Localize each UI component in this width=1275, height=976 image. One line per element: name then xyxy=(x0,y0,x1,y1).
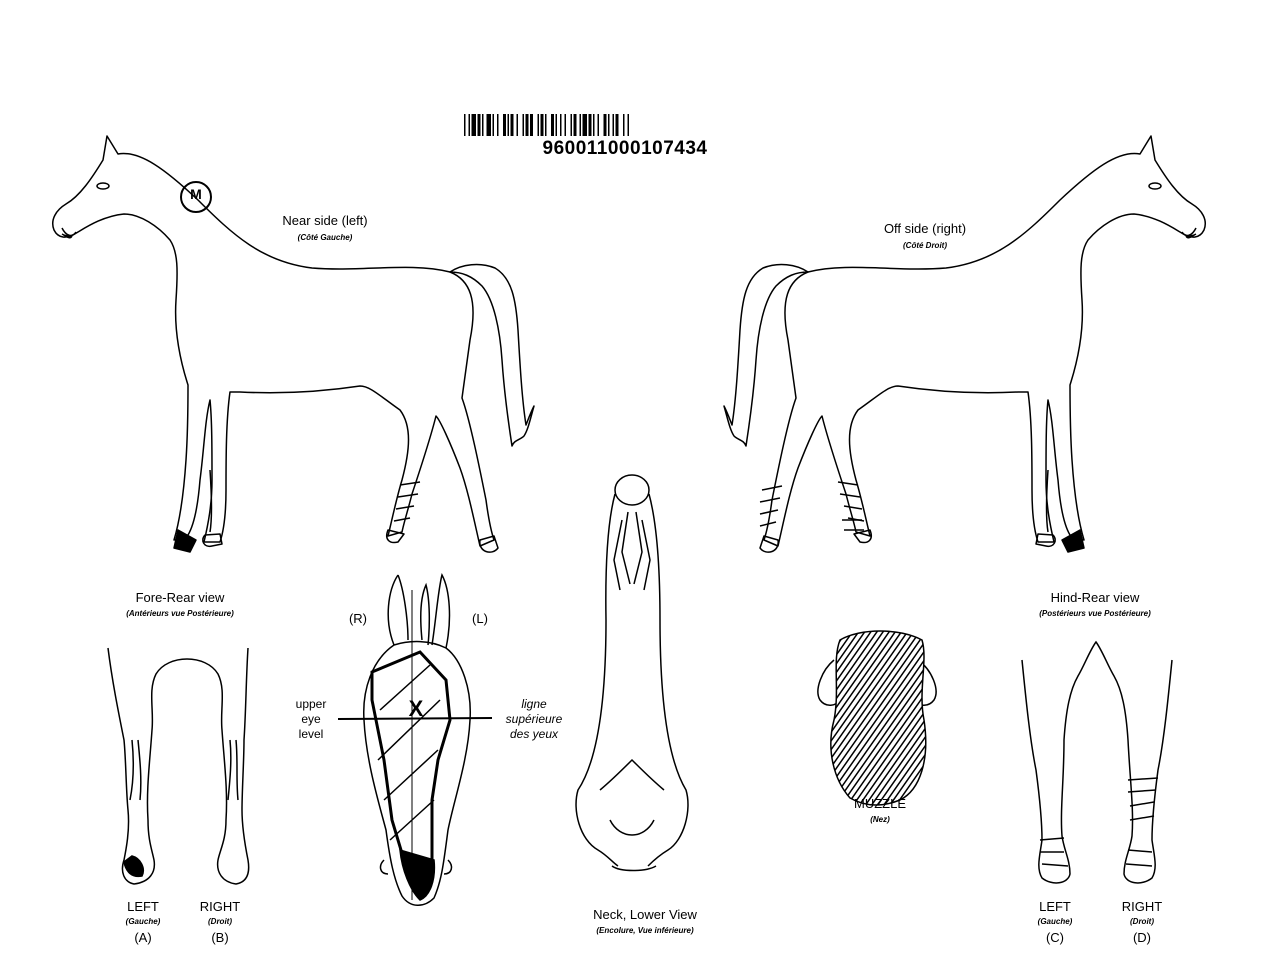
barcode-bar xyxy=(493,114,495,136)
off-side-title: Off side (right) xyxy=(883,221,967,236)
barcode-bar xyxy=(608,114,610,136)
barcode-bar xyxy=(616,114,619,136)
muzzle-subtitle: (Nez) xyxy=(870,815,890,824)
barcode xyxy=(464,114,629,136)
barcode-bar xyxy=(482,114,484,136)
barcode-bar xyxy=(478,114,481,136)
fore-left-sub: (Gauche) xyxy=(125,917,161,926)
muzzle-drawing xyxy=(818,631,936,805)
barcode-bar xyxy=(511,114,514,136)
barcode-bar xyxy=(530,114,533,136)
upper-eye-level-1: upper xyxy=(295,697,327,711)
eye-line-fr-2: supérieure xyxy=(505,712,563,726)
barcode-bar xyxy=(538,114,540,136)
head-mark-x: X xyxy=(408,696,424,721)
off-side-horse xyxy=(724,136,1205,552)
barcode-bar xyxy=(593,114,595,136)
barcode-bar xyxy=(580,114,582,136)
barcode-bar xyxy=(523,114,525,136)
fore-right-letter: (B) xyxy=(211,930,229,945)
hind-rear-legs xyxy=(1022,642,1172,883)
hind-right-label: RIGHT xyxy=(1121,899,1163,914)
near-side-title: Near side (left) xyxy=(282,213,368,228)
off-side-subtitle: (Côté Droit) xyxy=(903,241,947,250)
neck-subtitle: (Encolure, Vue inférieure) xyxy=(596,926,694,935)
barcode-bar xyxy=(464,114,466,136)
barcode-bar xyxy=(604,114,607,136)
barcode-number: 960011000107434 xyxy=(542,138,708,159)
barcode-bar xyxy=(508,114,510,136)
barcode-bar xyxy=(503,114,506,136)
barcode-bar xyxy=(517,114,519,136)
barcode-bar xyxy=(571,114,573,136)
barcode-bar xyxy=(583,114,588,136)
barcode-bar xyxy=(487,114,492,136)
fore-right-label: RIGHT xyxy=(199,899,241,914)
hind-left-label: LEFT xyxy=(1039,899,1071,914)
eye-line-fr-1: ligne xyxy=(521,697,547,711)
fore-rear-legs xyxy=(108,648,249,884)
upper-eye-level-3: level xyxy=(298,727,324,741)
marking-letter: M xyxy=(190,186,202,202)
fore-rear-title: Fore-Rear view xyxy=(135,590,225,605)
barcode-bar xyxy=(545,114,547,136)
barcode-bar xyxy=(469,114,471,136)
upper-eye-level-2: eye xyxy=(301,712,321,726)
barcode-bar xyxy=(613,114,615,136)
fore-left-label: LEFT xyxy=(127,899,159,914)
barcode-bar xyxy=(589,114,592,136)
barcode-bar xyxy=(556,114,558,136)
near-side-subtitle: (Côté Gauche) xyxy=(297,233,353,242)
fore-right-sub: (Droit) xyxy=(208,917,232,926)
barcode-bar xyxy=(472,114,477,136)
fore-left-letter: (A) xyxy=(134,930,152,945)
off-side-leg-markings xyxy=(760,486,864,530)
barcode-bar xyxy=(574,114,577,136)
hind-right-sub: (Droit) xyxy=(1130,917,1154,926)
hind-left-sub: (Gauche) xyxy=(1037,917,1073,926)
head-left-label: (L) xyxy=(472,611,488,626)
barcode-bar xyxy=(497,114,499,136)
barcode-bar xyxy=(623,114,625,136)
barcode-bar xyxy=(560,114,562,136)
neck-title: Neck, Lower View xyxy=(593,907,697,922)
near-side-horse xyxy=(53,136,534,552)
neck-lower-view xyxy=(576,475,688,871)
barcode-bar xyxy=(598,114,600,136)
eye-line-fr-3: des yeux xyxy=(509,727,559,741)
muzzle-title: MUZZLE xyxy=(854,796,906,811)
head-right-label: (R) xyxy=(348,611,368,626)
hind-left-letter: (C) xyxy=(1045,930,1065,945)
hind-rear-subtitle: (Postérieurs vue Postérieure) xyxy=(1039,609,1151,618)
barcode-bar xyxy=(628,114,630,136)
fore-rear-subtitle: (Antérieurs vue Postérieure) xyxy=(126,609,234,618)
hind-rear-title: Hind-Rear view xyxy=(1050,590,1140,605)
barcode-bar xyxy=(541,114,544,136)
hind-right-letter: (D) xyxy=(1132,930,1152,945)
barcode-bar xyxy=(526,114,529,136)
barcode-bar xyxy=(565,114,567,136)
barcode-bar xyxy=(551,114,554,136)
